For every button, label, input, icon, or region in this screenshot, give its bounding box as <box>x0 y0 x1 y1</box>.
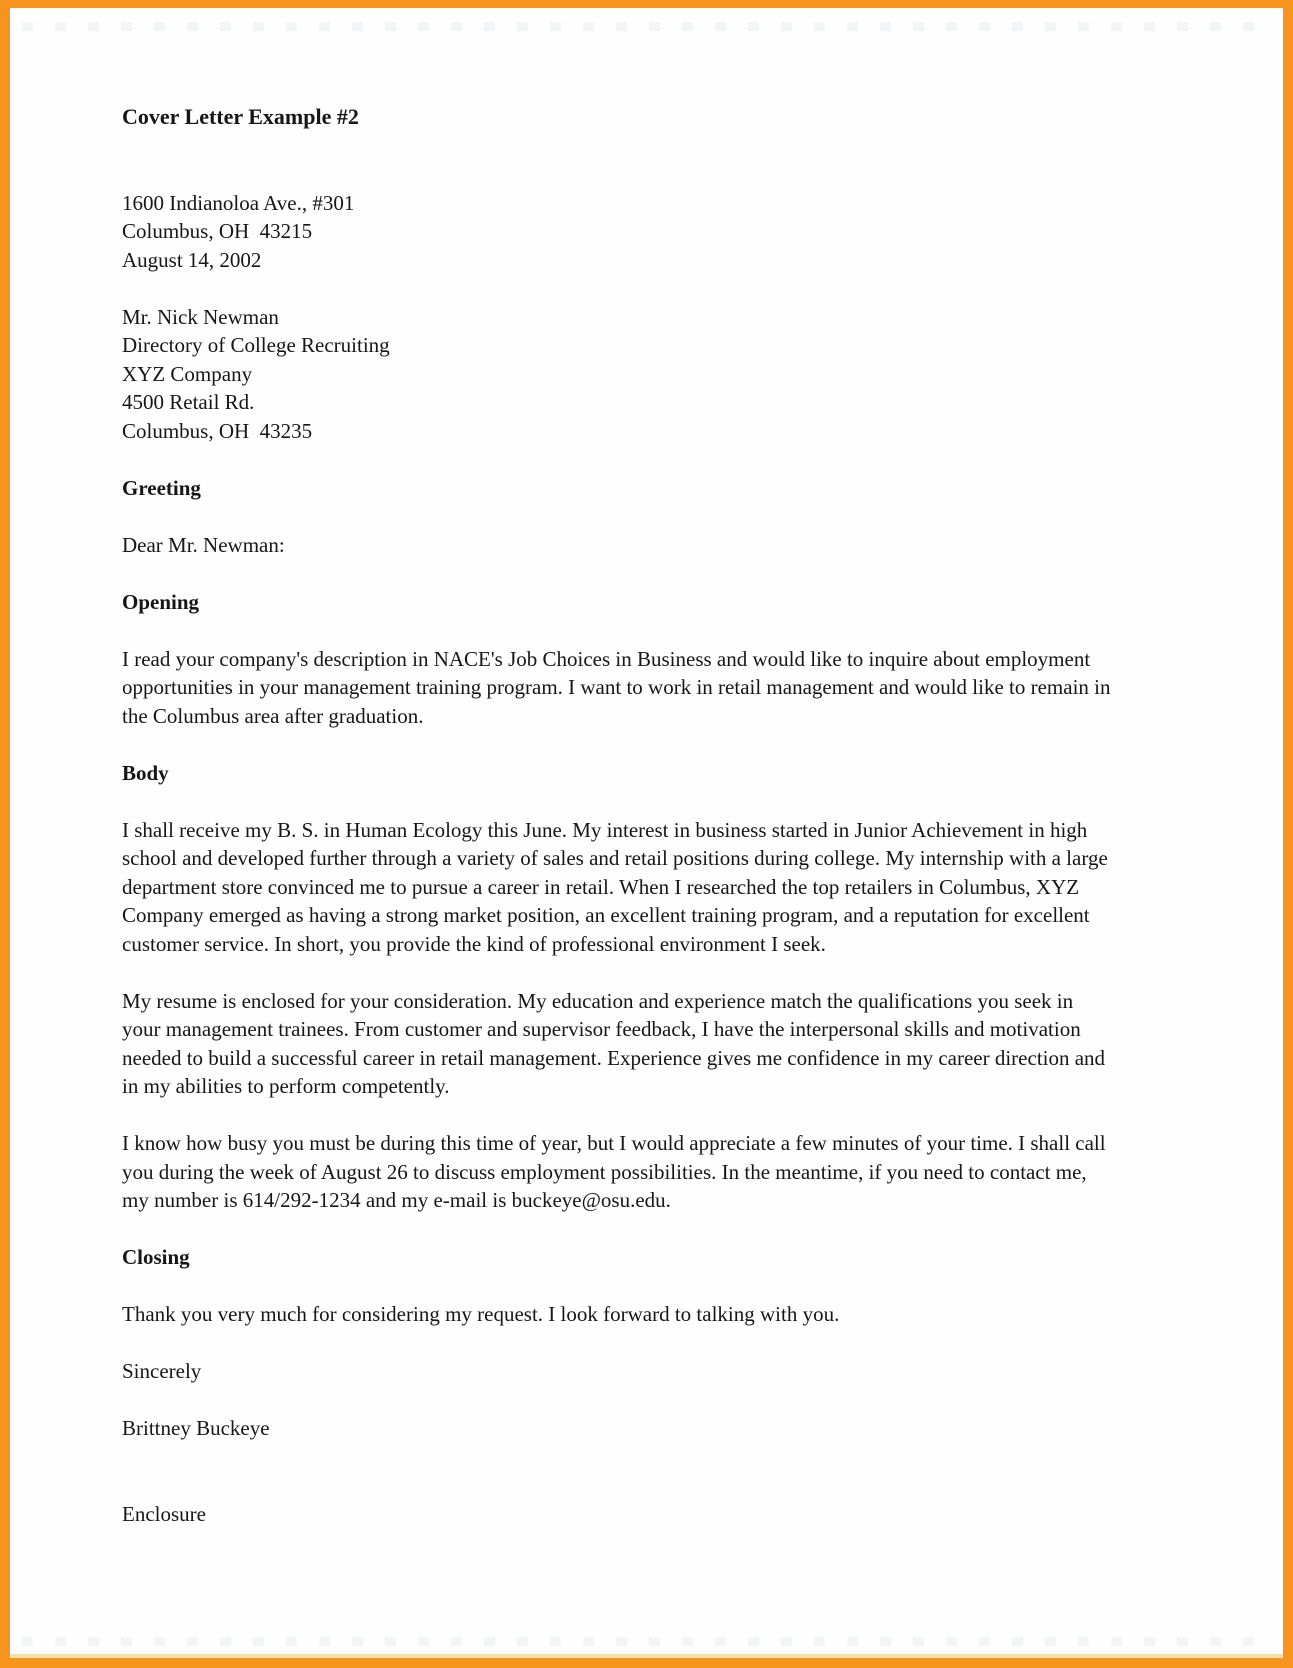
sender-street: 1600 Indianoloa Ave., #301 <box>122 190 355 215</box>
sender-address-block <box>122 189 1112 275</box>
cover-letter-content <box>122 103 1112 1557</box>
recipient-job-title: Directory of College Recruiting <box>122 333 390 357</box>
recipient-street: 4500 Retail Rd. <box>122 390 255 414</box>
body-paragraph-2: My resume is enclosed for your consideration. My education and experience match the qualifications you seek in your management trainees. From customer and supervisor feedback, I have the interpersonal skills and motivation needed to build a successful career in retail management. Experience gives me confidence in my career direction and in my abilities to perform competently. <box>122 988 1106 1098</box>
sender-city-state-zip: Columbus, OH 43215 <box>122 219 313 243</box>
recipient-company: XYZ Company <box>122 361 253 386</box>
signature-name: Brittney Buckeye <box>122 1416 270 1440</box>
body-section-label: Body <box>122 760 169 785</box>
top-dashed-artifact-row <box>22 22 1271 31</box>
greeting-section-label: Greeting <box>122 475 201 500</box>
letter-title: Cover Letter Example #2 <box>122 104 359 129</box>
signoff-line: Sincerely <box>122 1359 202 1383</box>
body-paragraph-1: I shall receive my B. S. in Human Ecology this June. My interest in business started in Junior Achievement in high school and developed further through a variety of sales and retail positions during college. My internship with a large department store convinced me to pursue a career in retail. When I researched the top retailers in Columbus, XYZ Company emerged as having a strong market position, an excellent training program, and a reputation for excellent customer service. In short, you provide the kind of professional environment I seek. <box>122 817 1108 956</box>
opening-paragraph: I read your company's description in NACE's Job Choices in Business and would like to inquire about employment opportunities in your management training program. I want to work in retail management and would like to remain in the Columbus area after graduation. <box>122 646 1111 728</box>
recipient-name: Mr. Nick Newman <box>122 304 279 329</box>
letter-date: August 14, 2002 <box>122 247 262 272</box>
body-paragraph-3: I know how busy you must be during this time of year, but I would appreciate a few minutes of your time. I shall call you during the week of August 26 to discuss employment possibilities. In the meantime, if you need to contact me, my number is 614/292-1234 and my e-mail is buckeye@osu.edu. <box>122 1131 1106 1212</box>
bottom-dashed-artifact-row <box>22 1637 1271 1646</box>
opening-section-label: Opening <box>122 589 200 614</box>
closing-paragraph: Thank you very much for considering my request. I look forward to talking with you. <box>122 1302 840 1326</box>
enclosure-line: Enclosure <box>122 1501 206 1526</box>
letter-page <box>10 8 1283 1658</box>
closing-section-label: Closing <box>122 1245 190 1269</box>
recipient-city-state-zip: Columbus, OH 43235 <box>122 418 313 443</box>
recipient-address-block <box>122 303 1112 446</box>
salutation-line: Dear Mr. Newman: <box>122 532 285 557</box>
